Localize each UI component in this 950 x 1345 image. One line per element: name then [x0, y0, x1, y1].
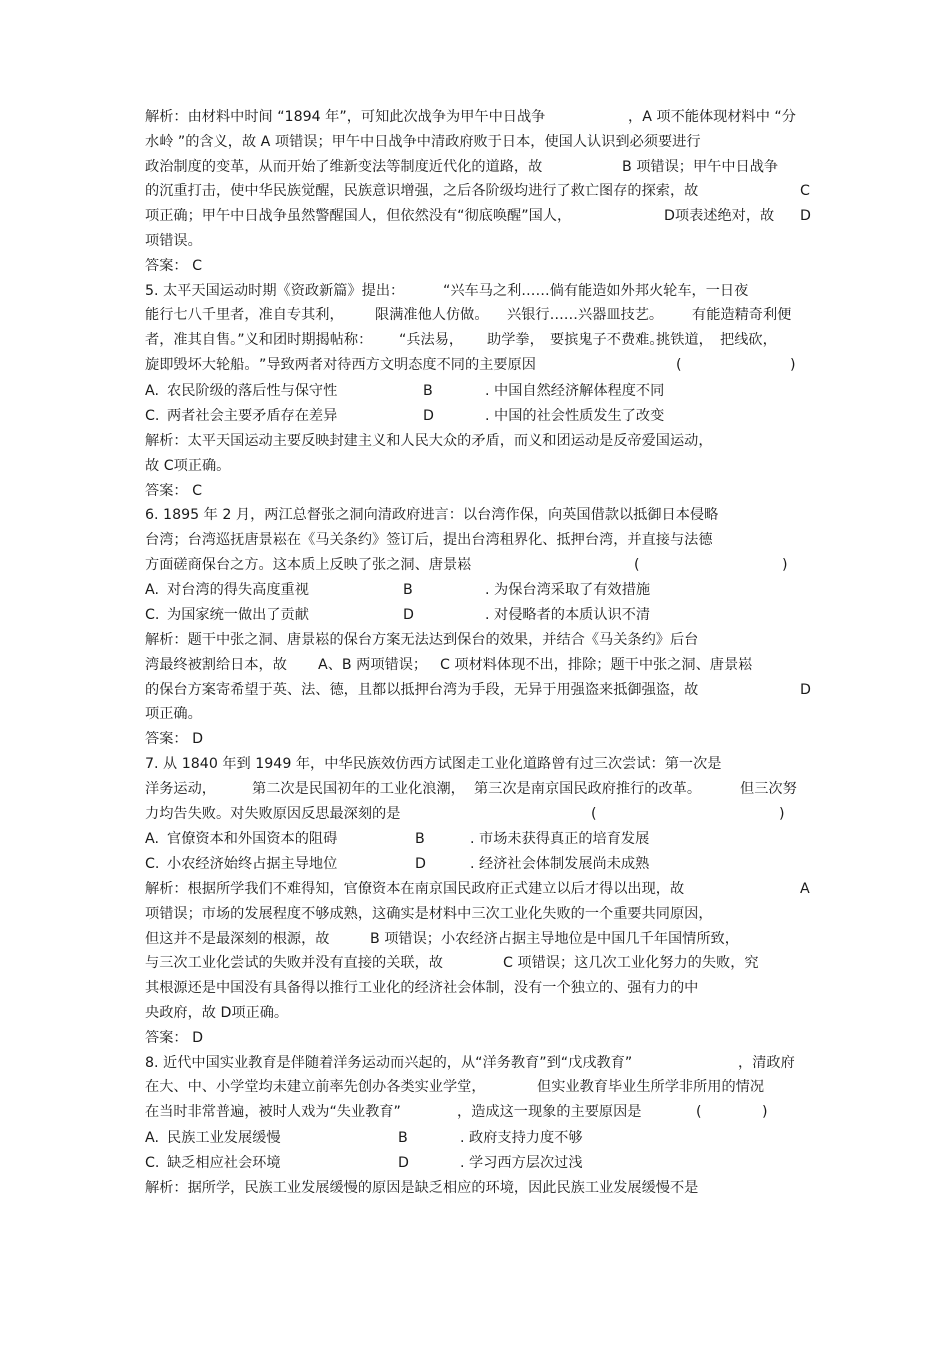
paragraph-line — [0, 877, 950, 901]
text-segment: C — [800, 183, 810, 200]
paragraph-line — [0, 702, 950, 726]
option-text: . 政府支持力度不够 — [460, 1130, 583, 1146]
paragraph-line — [0, 1051, 950, 1075]
text-segment: 力均告失败。对失败原因反思最深刻的是 — [145, 805, 401, 822]
text-segment: ( — [676, 357, 682, 373]
text-segment: 解析：题干中张之洞、唐景崧的保台方案无法达到保台的效果，并结合《马关条约》后台 — [145, 632, 699, 648]
option-letter: A. — [145, 831, 159, 847]
option-text: 为国家统一做出了贡献 — [167, 606, 309, 623]
paragraph-line — [0, 429, 950, 453]
paragraph-line — [0, 976, 950, 1000]
paragraph-line — [0, 179, 950, 203]
paragraph-line — [0, 353, 950, 377]
option-letter: A. — [145, 582, 159, 598]
text-segment: C 项材料体现不出，排除；题干中张之洞、唐景崧 — [440, 656, 753, 673]
text-segment: 兴银行……兴器皿技艺。 — [507, 307, 664, 324]
text-segment: 6. 1895 年 2 月，两江总督张之洞向清政府进言：以台湾作保，向英国借款以抵御日本侵略 — [145, 507, 719, 524]
paragraph-line — [0, 927, 950, 951]
text-segment: 限满准他人仿做。 — [375, 307, 489, 324]
text-segment: 与三次工业化尝试的失败并没有直接的关联，故 — [145, 955, 443, 972]
option-text: 两者社会主要矛盾存在差异 — [167, 407, 338, 424]
option-row — [0, 852, 950, 876]
option-letter: D — [423, 407, 434, 424]
text-segment: 答案： C — [145, 482, 202, 499]
text-segment: 洋务运动， — [145, 780, 216, 797]
option-text: 小农经济始终占据主导地位 — [167, 855, 338, 872]
text-segment: 故 C项正确。 — [145, 457, 231, 474]
text-segment: 但实业教育毕业生所学非所用的情况 — [537, 1079, 765, 1096]
paragraph-line — [0, 279, 950, 303]
paragraph-line — [0, 1075, 950, 1099]
text-segment: ”导致两者对待西方文明态度不同的主要原因 — [259, 357, 536, 373]
option-text: . 对侵略者的本质认识不清 — [485, 606, 651, 623]
option-row — [0, 1151, 950, 1175]
option-text: 农民阶级的落后性与保守性 — [167, 383, 338, 399]
text-segment: 在大、中、小学堂均未建立前率先创办各类实业学堂， — [145, 1079, 486, 1096]
text-segment: 解析：由材料中时间 “1894 年”，可知此次战争为甲午中日战争 — [145, 109, 546, 125]
option-letter: C. — [145, 1154, 160, 1171]
text-segment: D项表述绝对，故 — [664, 208, 775, 225]
text-segment: ) — [790, 357, 796, 373]
paragraph-line — [0, 653, 950, 677]
option-letter: B — [423, 383, 433, 399]
text-segment: 有能造精奇利便 — [692, 307, 792, 324]
option-text: 民族工业发展缓慢 — [167, 1130, 281, 1146]
text-segment: “兵法易， — [399, 332, 464, 349]
text-segment: ) — [762, 1104, 768, 1121]
option-letter: D — [403, 606, 414, 623]
paragraph-line — [0, 628, 950, 652]
text-segment: 助学拳， — [487, 332, 544, 349]
text-segment: 要摈鬼子不费难。 — [550, 332, 664, 349]
text-segment: 第二次是民国初年的工业化浪潮， — [252, 780, 465, 797]
option-letter: D — [398, 1154, 409, 1171]
paragraph-line — [0, 951, 950, 975]
text-segment: 把线砍， — [720, 332, 777, 349]
paragraph-line — [0, 1026, 950, 1050]
option-letter: B — [415, 831, 425, 847]
paragraph-line — [0, 902, 950, 926]
text-segment: ，A 项不能体现材料中 “分 — [628, 109, 796, 125]
option-text: 官僚资本和外国资本的阻碍 — [167, 831, 338, 847]
text-segment: 答案： C — [145, 257, 202, 274]
paragraph-line — [0, 303, 950, 327]
option-letter: C. — [145, 606, 160, 623]
paragraph-line — [0, 528, 950, 552]
paragraph-line — [0, 328, 950, 352]
paragraph-line — [0, 454, 950, 478]
text-segment: 答案： D — [145, 731, 203, 748]
text-segment: ) — [779, 805, 785, 822]
text-segment: 者，准其自售。”义和团时期揭帖称： — [145, 332, 373, 349]
text-segment: 解析：据所学，民族工业发展缓慢的原因是缺乏相应的环境，因此民族工业发展缓慢不是 — [145, 1180, 699, 1196]
text-segment: 项正确。 — [145, 706, 202, 723]
text-segment: ( — [696, 1104, 702, 1121]
text-segment: 挑铁道， — [656, 332, 713, 349]
option-letter: C. — [145, 855, 160, 872]
option-text: . 中国自然经济解体程度不同 — [485, 383, 665, 399]
text-segment: 解析：太平天国运动主要反映封建主义和人民大众的矛盾，而义和团运动是反帝爱国运动， — [145, 433, 713, 449]
paragraph-line — [0, 752, 950, 776]
paragraph-line — [0, 553, 950, 577]
option-row — [0, 1126, 950, 1150]
paragraph-line — [0, 1001, 950, 1025]
paragraph-line — [0, 1176, 950, 1200]
text-segment: 项正确；甲午中日战争虽然警醒国人，但依然没有“彻底唤醒”国人， — [145, 208, 572, 225]
text-segment: 但这并不是最深刻的根源，故 — [145, 930, 330, 947]
text-segment: 的保台方案寄希望于英、法、德，且都以抵押台湾为手段，无异于用强盗来抵御强盗，故 — [145, 681, 699, 698]
paragraph-line — [0, 204, 950, 228]
paragraph-line — [0, 802, 950, 826]
option-row — [0, 404, 950, 428]
option-text: . 市场未获得真正的培育发展 — [470, 831, 650, 847]
option-row — [0, 379, 950, 403]
option-row — [0, 578, 950, 602]
option-letter: A. — [145, 383, 159, 399]
text-segment: 但三次努 — [740, 780, 797, 797]
text-segment: 在当时非常普遍，被时人戏为“失业教育” — [145, 1104, 401, 1121]
text-segment: 7. 从 1840 年到 1949 年，中华民族效仿西方试图走工业化道路曾有过三次尝试：第一次是 — [145, 756, 722, 772]
option-letter: D — [415, 855, 426, 872]
text-segment: ) — [782, 557, 788, 573]
text-segment: 方面磋商保台之方。这本质上反映了张之洞、唐景崧 — [145, 557, 472, 573]
paragraph-line — [0, 503, 950, 527]
option-letter: A. — [145, 1130, 159, 1146]
text-segment: “兴车马之利……倘有能造如外邦火轮车，一日夜 — [443, 282, 749, 299]
text-segment: 央政府，故 D项正确。 — [145, 1005, 289, 1021]
paragraph-line — [0, 678, 950, 702]
text-segment: 答案： D — [145, 1029, 203, 1046]
text-segment: A、B 两项错误； — [318, 656, 428, 673]
text-segment: 解析：根据所学我们不难得知，官僚资本在南京国民政府正式建立以后才得以出现，故 — [145, 881, 685, 897]
text-segment: B 项错误；甲午中日战争 — [622, 158, 779, 175]
option-text: . 中国的社会性质发生了改变 — [485, 407, 665, 424]
text-segment: 项错误。 — [145, 233, 202, 249]
paragraph-line — [0, 777, 950, 801]
text-segment: B 项错误；小农经济占据主导地位是中国几千年国情所致， — [370, 930, 739, 947]
option-text: . 为保台湾采取了有效措施 — [485, 582, 651, 598]
option-letter: B — [403, 582, 413, 598]
text-segment: D — [800, 681, 811, 698]
text-segment: ，清政府 — [738, 1054, 795, 1071]
text-segment: 5. 太平天国运动时期《资政新篇》提出： — [145, 282, 405, 299]
text-segment: 其根源还是中国没有具备得以推行工业化的经济社会体制，没有一个独立的、强有力的中 — [145, 980, 699, 997]
option-row — [0, 827, 950, 851]
text-segment: 第三次是南京国民政府推行的改革。 — [474, 780, 702, 797]
text-segment: 水岭 ”的含义，故 A 项错误；甲午中日战争中清政府败于日本，使国人认识到必须要进行 — [145, 133, 701, 150]
text-segment: A — [800, 881, 810, 897]
option-text: 缺乏相应社会环境 — [167, 1154, 281, 1171]
option-text: . 经济社会体制发展尚未成熟 — [470, 855, 650, 872]
text-segment: 项错误；市场的发展程度不够成熟，这确实是材料中三次工业化失败的一个重要共同原因， — [145, 905, 713, 922]
text-segment: 台湾；台湾巡抚唐景崧在《马关条约》签订后，提出台湾租界化、抵押台湾，并直接与法德 — [145, 532, 713, 549]
option-text: . 学习西方层次过浅 — [460, 1154, 583, 1171]
paragraph-line — [0, 727, 950, 751]
text-segment: 湾最终被割给日本，故 — [145, 656, 287, 673]
text-segment: D — [800, 208, 811, 225]
paragraph-line — [0, 1100, 950, 1124]
text-segment: 8. 近代中国实业教育是伴随着洋务运动而兴起的，从“洋务教育”到“戊戌教育” — [145, 1054, 633, 1071]
paragraph-line — [0, 229, 950, 253]
text-segment: ，造成这一现象的主要原因是 — [457, 1104, 642, 1121]
text-segment: 政治制度的变革，从而开始了维新变法等制度近代化的道路，故 — [145, 158, 543, 175]
paragraph-line — [0, 254, 950, 278]
text-segment: ( — [591, 805, 597, 822]
text-segment: C 项错误；这几次工业化努力的失败，究 — [503, 955, 759, 972]
paragraph-line — [0, 479, 950, 503]
paragraph-line — [0, 130, 950, 154]
option-row — [0, 603, 950, 627]
paragraph-line — [0, 155, 950, 179]
text-segment: ( — [634, 557, 640, 573]
paragraph-line — [0, 105, 950, 129]
option-letter: B — [398, 1130, 408, 1146]
text-segment: 旋即毁坏大轮船。 — [145, 357, 259, 373]
text-segment: 能行七八千里者，准自专其利， — [145, 307, 344, 324]
option-text: 对台湾的得失高度重视 — [167, 582, 309, 598]
text-segment: 的沉重打击，使中华民族觉醒，民族意识增强，之后各阶级均进行了救亡图存的探索，故 — [145, 183, 699, 200]
option-letter: C. — [145, 407, 160, 424]
